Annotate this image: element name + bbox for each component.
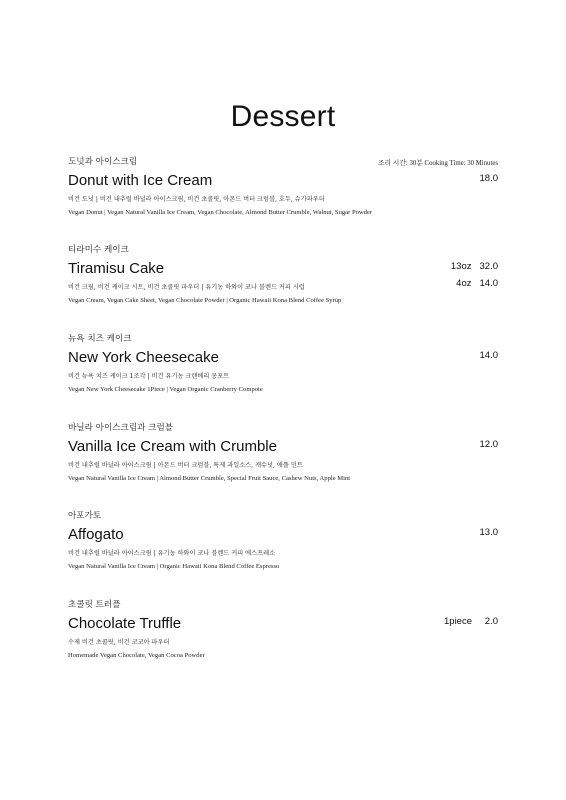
item-prices xyxy=(444,615,498,628)
price-row xyxy=(451,260,498,273)
menu-item-tiramisu xyxy=(68,245,498,305)
item-prices xyxy=(451,260,498,290)
item-english-name: Tiramisu Cake xyxy=(68,260,165,277)
item-korean-name: 도넛과 아이스크림 xyxy=(68,157,138,167)
price-row xyxy=(444,615,498,628)
price-row xyxy=(472,172,499,185)
price-amount: 2.0 xyxy=(484,616,498,627)
cooking-time: 조리 시간: 30분 Cooking Time: 30 Minutes xyxy=(377,160,498,167)
item-english-description: Homemade Vegan Chocolate, Vegan Cocoa Powder xyxy=(68,652,205,659)
price-row xyxy=(472,526,499,539)
item-english-name: Chocolate Truffle xyxy=(68,615,182,632)
price-amount: 32.0 xyxy=(479,261,498,272)
item-korean-description: 비건 내추럴 바닐라 아이스크림 | 아몬드 버터 크럼블, 특제 과일소스, 캐슈넛, 애플 민트 xyxy=(68,462,303,469)
item-english-name: New York Cheesecake xyxy=(68,349,219,366)
item-english-description: Vegan Cream, Vegan Cake Sheet, Vegan Chocolate Powder | Organic Hawaii Kona Blend Coffee Syrup xyxy=(68,297,342,304)
item-korean-name: 뉴욕 치즈 케이크 xyxy=(68,334,132,344)
item-prices xyxy=(472,172,499,185)
item-english-name: Donut with Ice Cream xyxy=(68,172,213,189)
item-korean-description: 비건 도넛 | 비건 내추럴 바닐라 아이스크림, 비건 초콜릿, 아몬드 버터 크럼블, 호두, 슈가파우더 xyxy=(68,196,325,203)
item-korean-name: 아포가토 xyxy=(68,511,102,521)
price-amount: 13.0 xyxy=(479,527,498,538)
price-row xyxy=(451,277,498,290)
price-size: 1piece xyxy=(444,616,472,627)
price-row xyxy=(472,349,499,362)
item-prices xyxy=(472,526,499,539)
menu-item-chocolate-truffle xyxy=(68,600,498,660)
item-korean-name: 티라미수 케이크 xyxy=(68,245,129,255)
price-amount: 14.0 xyxy=(479,278,498,289)
item-korean-name: 바닐라 아이스크림과 크럼블 xyxy=(68,423,174,433)
item-english-description: Vegan Natural Vanilla Ice Cream | Almond Butter Crumble, Special Fruit Sauce, Cashew Nuts, Apple Mint xyxy=(68,475,351,482)
item-korean-description: 비건 내추럴 바닐라 아이스크림 | 유기농 하와이 코나 블렌드 커피 에스프레소 xyxy=(68,550,276,557)
price-amount: 18.0 xyxy=(479,173,498,184)
price-row xyxy=(472,438,499,451)
menu-item-donut xyxy=(68,157,498,217)
item-korean-description: 수제 비건 초콜릿, 비건 코코아 파우더 xyxy=(68,639,170,646)
menu-item-cheesecake xyxy=(68,334,498,394)
price-size: 13oz xyxy=(450,261,472,272)
item-english-name: Affogato xyxy=(68,526,124,543)
item-english-description: Vegan New York Cheesecake 1Piece | Vegan Organic Cranberry Compote xyxy=(68,386,263,393)
item-korean-description: 비건 뉴욕 치즈 케이크 1조각 | 비건 유기농 크랜베리 콩포트 xyxy=(68,373,230,380)
item-english-description: Vegan Donut | Vegan Natural Vanilla Ice Cream, Vegan Chocolate, Almond Butter Crumble, Walnut, Sugar Powder xyxy=(68,209,373,216)
item-prices xyxy=(472,438,499,451)
price-amount: 12.0 xyxy=(479,439,498,450)
menu-item-affogato xyxy=(68,511,498,571)
item-korean-name: 초콜릿 트러플 xyxy=(68,600,121,610)
page-title: Dessert xyxy=(230,100,336,133)
item-english-name: Vanilla Ice Cream with Crumble xyxy=(68,438,277,455)
price-amount: 14.0 xyxy=(479,350,498,361)
item-prices xyxy=(472,349,499,362)
menu-item-vanilla-crumble xyxy=(68,423,498,483)
item-korean-description: 비건 크림, 비건 케이크 시트, 비건 초콜릿 파우더 | 유기농 하와이 코나 블렌드 커피 시럽 xyxy=(68,284,305,291)
price-size: 4oz xyxy=(456,278,472,289)
item-english-description: Vegan Natural Vanilla Ice Cream | Organic Hawaii Kona Blend Coffee Espresso xyxy=(68,563,280,570)
